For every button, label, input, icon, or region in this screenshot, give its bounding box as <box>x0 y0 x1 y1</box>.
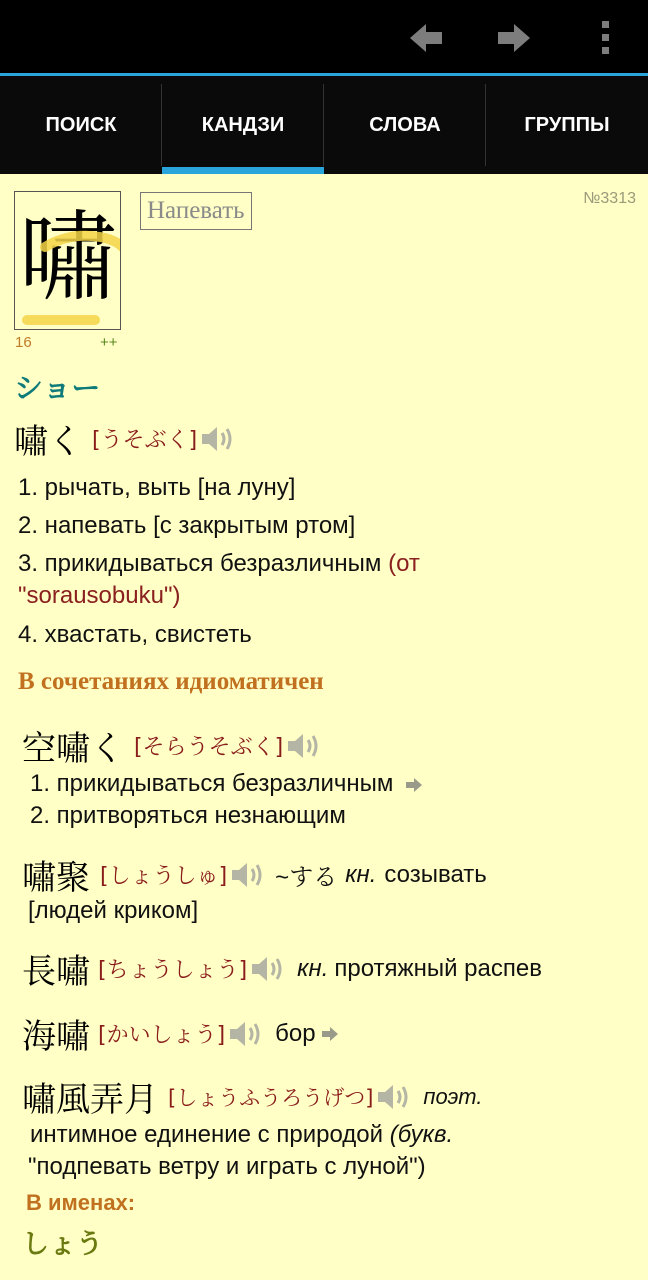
link-arrow-icon[interactable] <box>320 1026 340 1042</box>
compound-gloss: протяжный распев <box>334 954 542 982</box>
kanji-meaning: Напевать <box>140 192 252 230</box>
stroke-count: 16 <box>15 334 32 351</box>
compound-row[interactable] <box>22 1072 483 1121</box>
tab-words[interactable]: СЛОВА <box>369 113 441 136</box>
speaker-icon[interactable] <box>375 1082 415 1112</box>
definition-3 <box>18 548 578 612</box>
speaker-icon[interactable] <box>285 731 325 761</box>
arrow-forward-icon[interactable] <box>494 18 534 58</box>
compound-suru: ~する <box>275 864 338 891</box>
compound-definition <box>30 768 424 800</box>
compound-definition: 2. притворяться незнающим <box>30 802 346 829</box>
compounds-header: В сочетаниях идиоматичен <box>18 668 324 695</box>
compound-row[interactable] <box>22 721 325 770</box>
kanji-number: №3313 <box>583 190 636 207</box>
compound-word: 空嘯く <box>22 729 124 769</box>
compound-word: 嘯聚 <box>22 858 90 898</box>
kanji-character: 嘯 <box>18 201 117 315</box>
main-entry-row <box>14 414 239 463</box>
onyomi-reading: ショー <box>14 371 101 405</box>
stroke-highlight <box>15 192 120 329</box>
main-entry-reading: [うそぶく] <box>92 428 198 453</box>
compound-gloss: бор <box>275 1019 316 1047</box>
compound-row[interactable] <box>22 944 542 993</box>
grade-mark: ++ <box>100 334 118 351</box>
names-reading: しょう <box>22 1229 103 1260</box>
definition-3-source: (от "sorausobuku") <box>18 550 420 609</box>
tab-kanji[interactable]: КАНДЗИ <box>162 76 324 174</box>
compound-abbreviation: кн. <box>297 954 329 982</box>
speaker-icon[interactable] <box>229 860 269 890</box>
compound-word: 長嘯 <box>22 952 90 992</box>
compound-gloss-note: (букв. <box>389 1121 454 1148</box>
compound-gloss-continued: [людей криком] <box>28 897 199 924</box>
compound-abbreviation: кн. <box>345 860 377 888</box>
compound-definition-text: 1. прикидываться безразличным <box>30 770 394 797</box>
compound-gloss-continued: "подпевать ветру и играть с луной") <box>28 1153 426 1180</box>
arrow-back-icon[interactable] <box>406 18 446 58</box>
compound-reading: [そらうそぶく] <box>134 735 284 760</box>
main-entry-word: 嘯く <box>14 422 82 462</box>
definition-2: 2. напевать [с закрытым ртом] <box>18 512 356 539</box>
link-arrow-icon[interactable] <box>404 777 424 793</box>
compound-abbreviation: поэт. <box>423 1083 483 1109</box>
speaker-icon[interactable] <box>249 954 289 984</box>
definition-4: 4. хвастать, свистеть <box>18 621 252 648</box>
action-bar <box>0 0 648 73</box>
tab-bar <box>0 76 648 174</box>
compound-word: 海嘯 <box>22 1017 90 1057</box>
speaker-icon[interactable] <box>227 1019 267 1049</box>
compound-word: 嘯風弄月 <box>22 1080 158 1120</box>
definition-3-text: 3. прикидываться безразличным <box>18 550 382 577</box>
names-header: В именах: <box>26 1190 136 1215</box>
compound-gloss: созывать <box>384 860 487 888</box>
speaker-icon[interactable] <box>199 424 239 454</box>
definition-1: 1. рычать, выть [на луну] <box>18 474 296 501</box>
kanji-detail <box>0 174 648 1280</box>
compound-reading: [しょうふうろうげつ] <box>168 1085 374 1110</box>
compound-reading: [しょうしゅ] <box>100 864 228 889</box>
tab-groups[interactable]: ГРУППЫ <box>524 113 610 136</box>
compound-reading: [かいしょう] <box>98 1023 226 1048</box>
tab-search[interactable]: ПОИСК <box>45 113 117 136</box>
compound-gloss-text: интимное единение с природой <box>30 1121 384 1148</box>
compound-gloss <box>30 1119 453 1151</box>
overflow-menu-icon[interactable] <box>586 18 626 58</box>
compound-row[interactable] <box>22 850 487 899</box>
kanji-stroke-box[interactable] <box>14 191 121 330</box>
compound-reading: [ちょうしょう] <box>98 958 248 983</box>
compound-row[interactable] <box>22 1009 340 1058</box>
